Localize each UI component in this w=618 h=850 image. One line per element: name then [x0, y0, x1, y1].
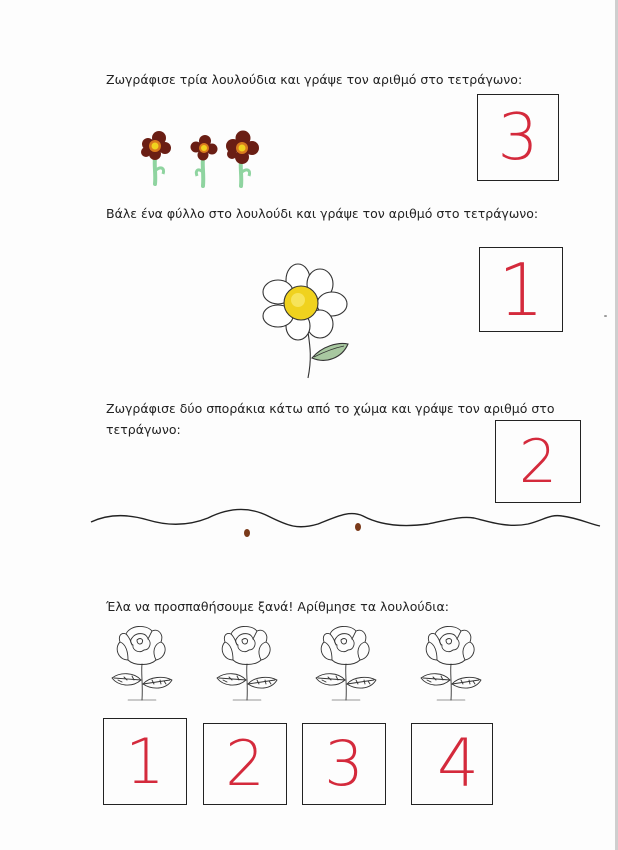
rose-4	[415, 622, 485, 702]
answer-count-2: 2	[225, 727, 265, 800]
scan-speck	[604, 315, 607, 317]
seed-1	[244, 529, 250, 537]
answer-section1: 3	[497, 100, 539, 175]
daisy-flower	[258, 262, 354, 380]
drawn-flowers	[135, 128, 275, 188]
soil-line	[88, 500, 603, 550]
instruction-add-leaf: Βάλε ένα φύλλο στο λουλούδι και γράψε τον αριθμό στο τετράγωνο:	[106, 206, 539, 221]
rose-1	[106, 622, 176, 702]
answer-count-4: 4	[437, 725, 479, 802]
instruction-draw-three-flowers: Ζωγράφισε τρία λουλούδια και γράψε τον αριθμό στο τετράγωνο:	[106, 72, 523, 87]
instruction-draw-seeds	[106, 398, 554, 440]
answer-count-3: 3	[324, 727, 364, 800]
answer-count-1: 1	[125, 724, 165, 798]
instruction-count-flowers: Έλα να προσπαθήσουμε ξανά! Αρίθμησε τα λουλούδια:	[106, 599, 449, 614]
answer-box-count-3[interactable]	[302, 723, 386, 805]
answer-box-count-2[interactable]	[203, 723, 287, 805]
answer-box-section2[interactable]	[479, 247, 563, 332]
answer-box-section1[interactable]	[477, 94, 559, 181]
rose-2	[211, 622, 281, 702]
answer-box-count-4[interactable]	[411, 723, 493, 805]
instruction-draw-seeds-line2: τετράγωνο:	[106, 422, 181, 437]
drawn-flower-2	[191, 135, 218, 186]
answer-box-count-1[interactable]	[103, 718, 187, 805]
instruction-draw-seeds-line1: Ζωγράφισε δύο σποράκια κάτω από το χώμα και γράψε τον αριθμό στο	[106, 401, 555, 416]
drawn-flower-3	[226, 131, 259, 187]
answer-box-section3[interactable]	[495, 420, 581, 503]
answer-section2: 1	[498, 247, 544, 332]
answer-section3: 2	[518, 426, 558, 497]
rose-3	[310, 622, 380, 702]
drawn-flower-1	[141, 131, 171, 184]
seed-2	[355, 523, 361, 531]
